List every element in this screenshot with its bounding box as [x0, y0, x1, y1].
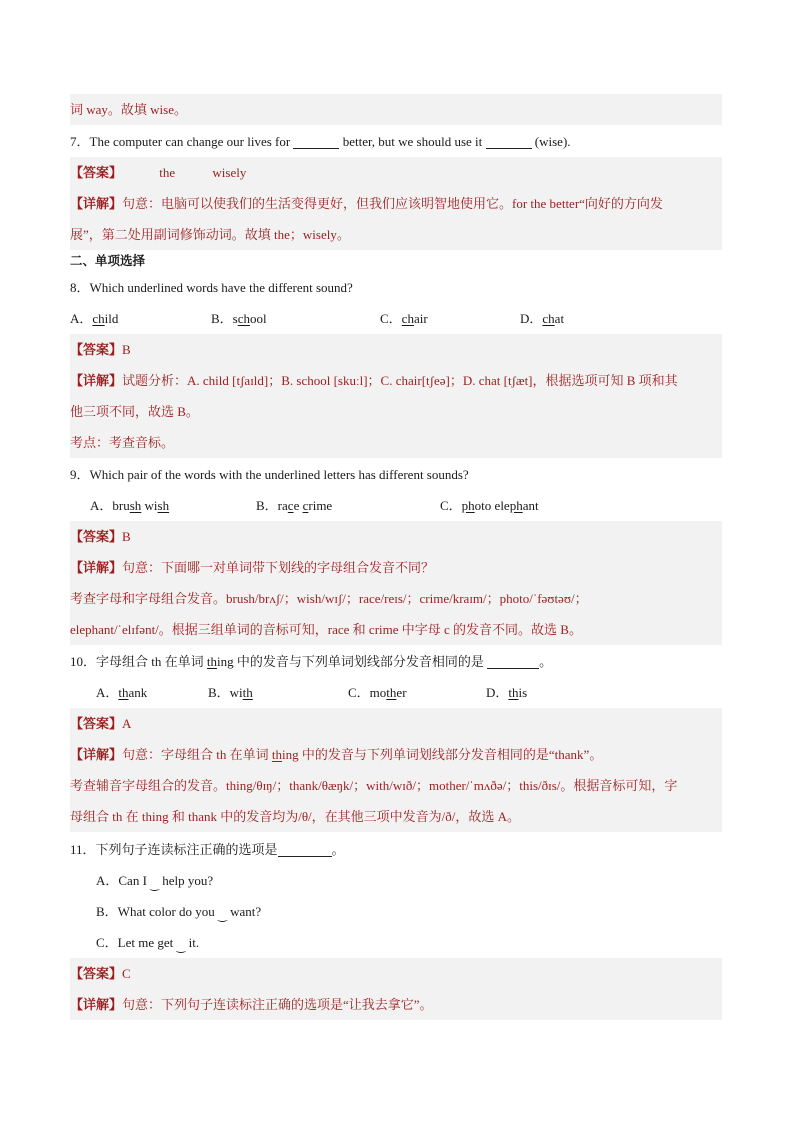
q10-option-d: D．this — [486, 685, 528, 700]
q10-text-2: 中的发音与下列单词划线部分发音相同的是 — [233, 654, 484, 669]
q10-word-rest: ing — [217, 654, 234, 669]
q10-detail-text-4: 母组合 th 在 thing 和 thank 中的发音均为/θ/，在其他三项中发音为/ð/，故选 A。 — [70, 809, 521, 824]
q7-text-2: better, but we should use it — [342, 134, 483, 149]
q9-detail-line-2 — [70, 583, 722, 614]
q7-detail-line-1 — [70, 188, 722, 219]
q10-end: 。 — [539, 654, 553, 669]
answer-label: 【答案】 — [70, 530, 123, 545]
q8-kaodian-text: 考点：考查音标。 — [70, 435, 175, 450]
q10-detail-word-rest: ing — [282, 747, 299, 762]
q9-number: 9． — [70, 467, 90, 482]
q8-option-a: A．child — [70, 311, 119, 326]
q8-kaodian — [70, 427, 722, 458]
q8-options — [70, 303, 722, 334]
q11-option-b: B．What color do you $_‿$ want? — [96, 904, 262, 922]
q8-detail-text-1: 试题分析：A. child [tʃaɪld]；B. school [skuːl]；C. chair[tʃeə]；D. chat [tʃæt]，根据选项可知 B 项和其 — [122, 373, 678, 388]
q9-detail-line-1 — [70, 552, 722, 583]
q11-answer — [70, 958, 722, 989]
q10-answer — [70, 708, 722, 739]
q10-detail-word-underlined: th — [271, 747, 283, 762]
q9-answer — [70, 521, 722, 552]
liaison-mark: ‿ — [150, 879, 160, 891]
answer-label: 【答案】 — [70, 967, 123, 982]
detail-label: 【详解】 — [70, 998, 123, 1013]
question-7 — [70, 126, 722, 157]
q11-blank — [278, 842, 332, 857]
q10-options — [70, 677, 722, 708]
q11-number: 11． — [70, 842, 96, 857]
q8-detail-line-1 — [70, 365, 722, 396]
detail-label: 【详解】 — [70, 197, 123, 212]
q7-blank-2 — [486, 134, 532, 149]
q10-detail-text-3: 考查辅音字母组合的发音。thing/θɪŋ/；thank/θæŋk/；with/wɪð/；mother/ˈmʌðə/；this/ðɪs/。根据音标可知，字 — [70, 778, 678, 793]
detail-label: 【详解】 — [70, 561, 123, 576]
q10-option-b: B．with — [208, 685, 253, 700]
answer-label: 【答案】 — [70, 343, 123, 358]
q8-option-d: D．chat — [520, 311, 565, 326]
q11-text: 下列句子连读标注正确的选项是 — [95, 842, 278, 857]
q7-blank-1 — [293, 134, 339, 149]
q8-option-c: C．chair — [380, 311, 428, 326]
liaison-mark: ‿ — [218, 910, 227, 922]
q9-detail-line-3 — [70, 614, 722, 645]
q11-end: 。 — [331, 842, 345, 857]
q9-detail-text-3: elephant/ˈelɪfənt/。根据三组单词的音标可知，race 和 crime 中字母 c 的发音不同。故选 B。 — [70, 622, 582, 637]
section-title-text: 二、单项选择 — [70, 253, 146, 268]
q11-detail — [70, 989, 722, 1020]
q10-detail-line-3 — [70, 801, 722, 832]
q8-number: 8． — [70, 280, 90, 295]
q9-detail-text-2: 考查字母和字母组合发音。brush/brʌʃ/；wish/wɪʃ/；race/reɪs/；crime/kraɪm/；photo/ˈfəʊtəʊ/； — [70, 591, 588, 606]
q8-detail-line-2 — [70, 396, 722, 427]
q10-detail-text-2: 中的发音与下列单词划线部分发音相同的是“thank”。 — [298, 747, 603, 762]
q10-answer-value: A — [122, 716, 132, 731]
question-11 — [70, 834, 722, 865]
q11-answer-value: C — [122, 966, 131, 981]
q6-tail-text: 词 way。故填 wise。 — [70, 102, 187, 117]
detail-label: 【详解】 — [70, 748, 123, 763]
question-10 — [70, 646, 722, 677]
q10-word-underlined: th — [206, 654, 218, 669]
q7-answer-2: wisely — [212, 165, 247, 180]
q9-option-b: B．race crime — [256, 498, 333, 513]
q11-detail-text: 句意：下列句子连读标注正确的选项是“让我去拿它”。 — [122, 997, 433, 1012]
q11-option-a: A．Can I $_‿$ help you? — [96, 873, 214, 891]
answer-label: 【答案】 — [70, 166, 123, 181]
q9-options — [70, 490, 722, 521]
q11-option-c: C．Let me get $_‿$ it. — [96, 935, 200, 953]
liaison-mark: ‿ — [176, 941, 186, 953]
q7-answer — [70, 157, 722, 188]
q9-option-c: C．photo elephant — [440, 498, 539, 513]
q10-option-a: A．thank — [96, 685, 148, 700]
q10-detail-text-1: 句意：字母组合 th 在单词 — [122, 747, 272, 762]
question-8 — [70, 272, 722, 303]
q9-option-a: A．brush wish — [90, 498, 170, 513]
answer-label: 【答案】 — [70, 717, 123, 732]
detail-label: 【详解】 — [70, 374, 123, 389]
q7-detail-text-1: 句意：电脑可以使我们的生活变得更好，但我们应该明智地使用它。for the better“向好的方向发 — [122, 196, 663, 211]
q10-detail-line-1 — [70, 739, 722, 770]
q10-detail-line-2 — [70, 770, 722, 801]
q10-option-c: C．mother — [348, 685, 407, 700]
q8-text: Which underlined words have the different sound? — [89, 280, 353, 295]
q7-detail-text-2: 展”，第二处用副词修饰动词。故填 the；wisely。 — [70, 227, 350, 242]
q7-answer-1: the — [159, 165, 176, 180]
q8-option-b: B．school — [211, 311, 267, 326]
q9-answer-value: B — [122, 529, 131, 544]
q7-text-1: The computer can change our lives for — [89, 134, 291, 149]
q6-detail-tail — [70, 94, 722, 125]
q7-text-3: (wise). — [534, 134, 571, 149]
q7-number: 7． — [70, 134, 90, 149]
question-9 — [70, 459, 722, 490]
q10-text-1: 字母组合 th 在单词 — [96, 654, 207, 669]
q8-answer — [70, 334, 722, 365]
q10-number: 10． — [70, 654, 97, 669]
q8-detail-text-2: 他三项不同，故选 B。 — [70, 404, 199, 419]
q10-blank — [487, 654, 539, 669]
q9-text: Which pair of the words with the underlined letters has different sounds? — [89, 467, 469, 482]
q8-answer-value: B — [122, 342, 131, 357]
q9-detail-text-1: 句意：下面哪一对单词带下划线的字母组合发音不同？ — [122, 560, 435, 575]
